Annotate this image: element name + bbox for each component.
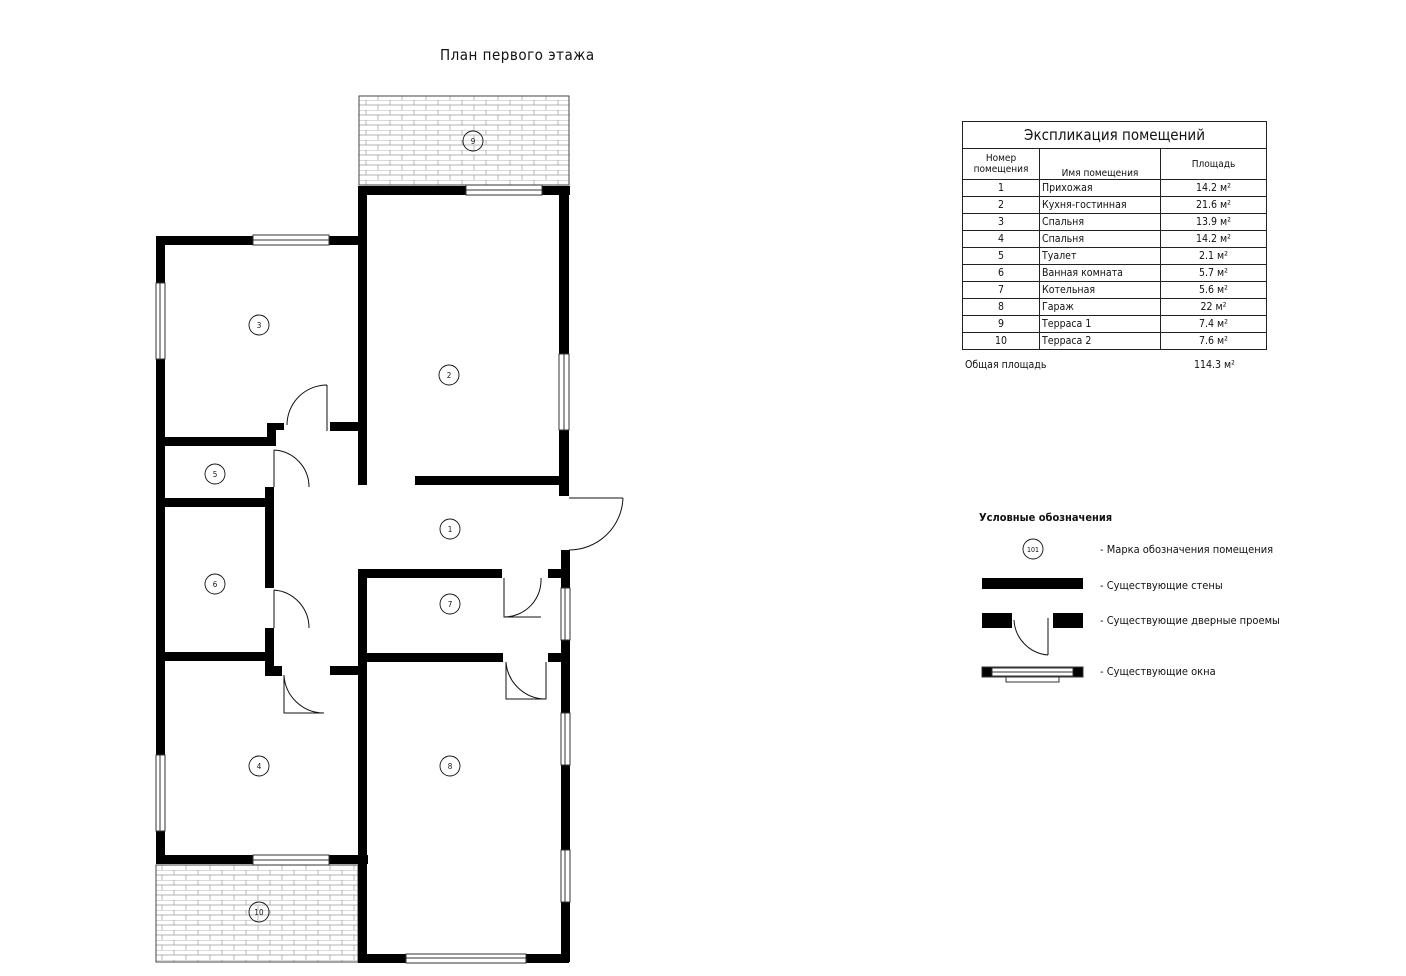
table-row: 1 Прихожая 14.2 м²: [963, 180, 1267, 197]
explication-table: [962, 121, 1267, 350]
legend-label-room-mark: - Марка обозначения помещения: [1100, 543, 1274, 556]
header-name: Имя помещения: [1040, 149, 1161, 180]
svg-text:2: 2: [446, 371, 452, 380]
legend-label-doors: - Существующие дверные проемы: [1100, 614, 1280, 627]
table-row: 6 Ванная комната 5.7 м²: [963, 265, 1267, 282]
table-row: 3 Спальня 13.9 м²: [963, 214, 1267, 231]
svg-text:9: 9: [470, 137, 476, 146]
legend-label-windows: - Существующие окна: [1100, 665, 1216, 678]
room-mark-5: [205, 464, 225, 484]
header-area: Площадь: [1161, 149, 1267, 180]
terrace-9: [359, 96, 569, 185]
plan-title: План первого этажа: [440, 46, 595, 64]
room-mark-1: [440, 519, 460, 539]
room-mark-2: [439, 365, 459, 385]
table-row: 8 Гараж 22 м²: [963, 299, 1267, 316]
svg-text:5: 5: [212, 470, 218, 479]
room-mark-8: [440, 756, 460, 776]
room-marks: [205, 131, 483, 922]
room-mark-3: [249, 315, 269, 335]
legend-symbols: [982, 539, 1083, 682]
svg-text:6: 6: [212, 580, 218, 589]
total-area-label: Общая площадь: [965, 359, 1047, 371]
table-row: 5 Туалет 2.1 м²: [963, 248, 1267, 265]
svg-text:101: 101: [1026, 546, 1040, 554]
legend-title: Условные обозначения: [979, 511, 1113, 524]
table-row: 9 Терраса 1 7.4 м²: [963, 316, 1267, 333]
header-number: Номер помещения: [963, 149, 1040, 180]
legend-label-walls: - Существующие стены: [1100, 579, 1223, 592]
total-area-value: 114.3 м²: [1194, 359, 1235, 371]
doors: [274, 385, 623, 713]
table-row: 2 Кухня-гостинная 21.6 м²: [963, 197, 1267, 214]
table-row: 10 Терраса 2 7.6 м²: [963, 333, 1267, 350]
room-mark-7: [440, 594, 460, 614]
svg-text:1: 1: [447, 525, 453, 534]
table-row: 4 Спальня 14.2 м²: [963, 231, 1267, 248]
room-mark-6: [205, 574, 225, 594]
svg-text:3: 3: [256, 321, 262, 330]
table-row: 7 Котельная 5.6 м²: [963, 282, 1267, 299]
svg-text:8: 8: [447, 762, 453, 771]
explication-title: Экспликация помещений: [963, 122, 1267, 149]
svg-text:7: 7: [447, 600, 453, 609]
room-mark-4: [249, 756, 269, 776]
legend-window-icon: [982, 667, 1083, 682]
legend-door-icon: [982, 613, 1083, 655]
legend-room-mark-icon: [1023, 539, 1043, 559]
svg-text:10: 10: [254, 908, 264, 917]
legend-wall-icon: [982, 578, 1083, 589]
svg-text:4: 4: [256, 762, 262, 771]
